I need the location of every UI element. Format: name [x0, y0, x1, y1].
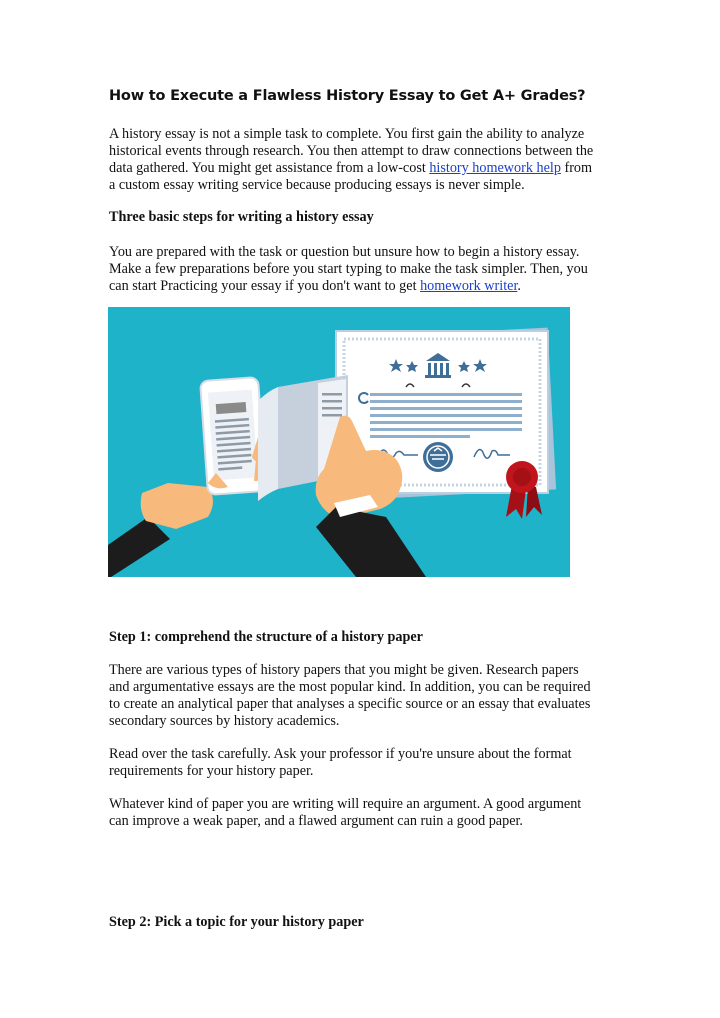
step2-heading: Step 2: Pick a topic for your history paper [109, 914, 364, 930]
step1-paragraph-1 [109, 662, 609, 730]
homework-writer-link[interactable]: homework writer [420, 278, 518, 294]
certificate-illustration [108, 307, 570, 577]
intro-paragraph [109, 126, 609, 194]
step1-p1-line-1: There are various types of history papers that you might be given. Research papers [109, 662, 579, 678]
history-homework-help-link[interactable]: history homework help [429, 160, 561, 176]
step1-p3-line-1: Whatever kind of paper you are writing will require an argument. A good argument [109, 796, 582, 812]
page-title: How to Execute a Flawless History Essay to Get A+ Grades? [109, 88, 586, 104]
step1-p3-line-2: can improve a weak paper, and a flawed argument can ruin a good paper. [109, 813, 523, 829]
intro-line-2: historical events through research. You then attempt to draw connections between the [109, 143, 594, 159]
step1-p1-line-3: to create an analytical paper that analyses a specific source or an essay that evaluates [109, 696, 591, 712]
step1-p1-line-4: secondary sources by history academics. [109, 713, 340, 729]
prep-line-2: Make a few preparations before you start typing to make the task simpler. Then, you [109, 261, 588, 277]
intro-line-1: A history essay is not a simple task to complete. You first gain the ability to analyze [109, 126, 585, 142]
prep-line-1: You are prepared with the task or question but unsure how to begin a history essay. [109, 244, 580, 260]
preparation-paragraph [109, 244, 609, 295]
prep-line-3-after: . [517, 278, 521, 294]
intro-line-3 [109, 160, 609, 177]
section-heading-three-steps: Three basic steps for writing a history essay [109, 209, 374, 225]
intro-line-3-after: from [560, 160, 593, 176]
step1-paragraph-3 [109, 796, 609, 830]
prep-line-3 [109, 278, 609, 295]
intro-line-3-text: data gathered. You might get assistance from a low-cost [109, 160, 430, 176]
intro-line-4: a custom essay writing service because producing essays is never simple. [109, 177, 525, 193]
step1-paragraph-2 [109, 746, 609, 780]
step1-p2-line-1: Read over the task carefully. Ask your professor if you're unsure about the format [109, 746, 572, 762]
step1-heading: Step 1: comprehend the structure of a history paper [109, 629, 423, 645]
step1-p2-line-2: requirements for your history paper. [109, 763, 314, 779]
prep-line-3-text: can start Practicing your essay if you don't want to get [109, 278, 421, 294]
step1-p1-line-2: and argumentative essays are the most popular kind. In addition, you can be required [109, 679, 591, 695]
